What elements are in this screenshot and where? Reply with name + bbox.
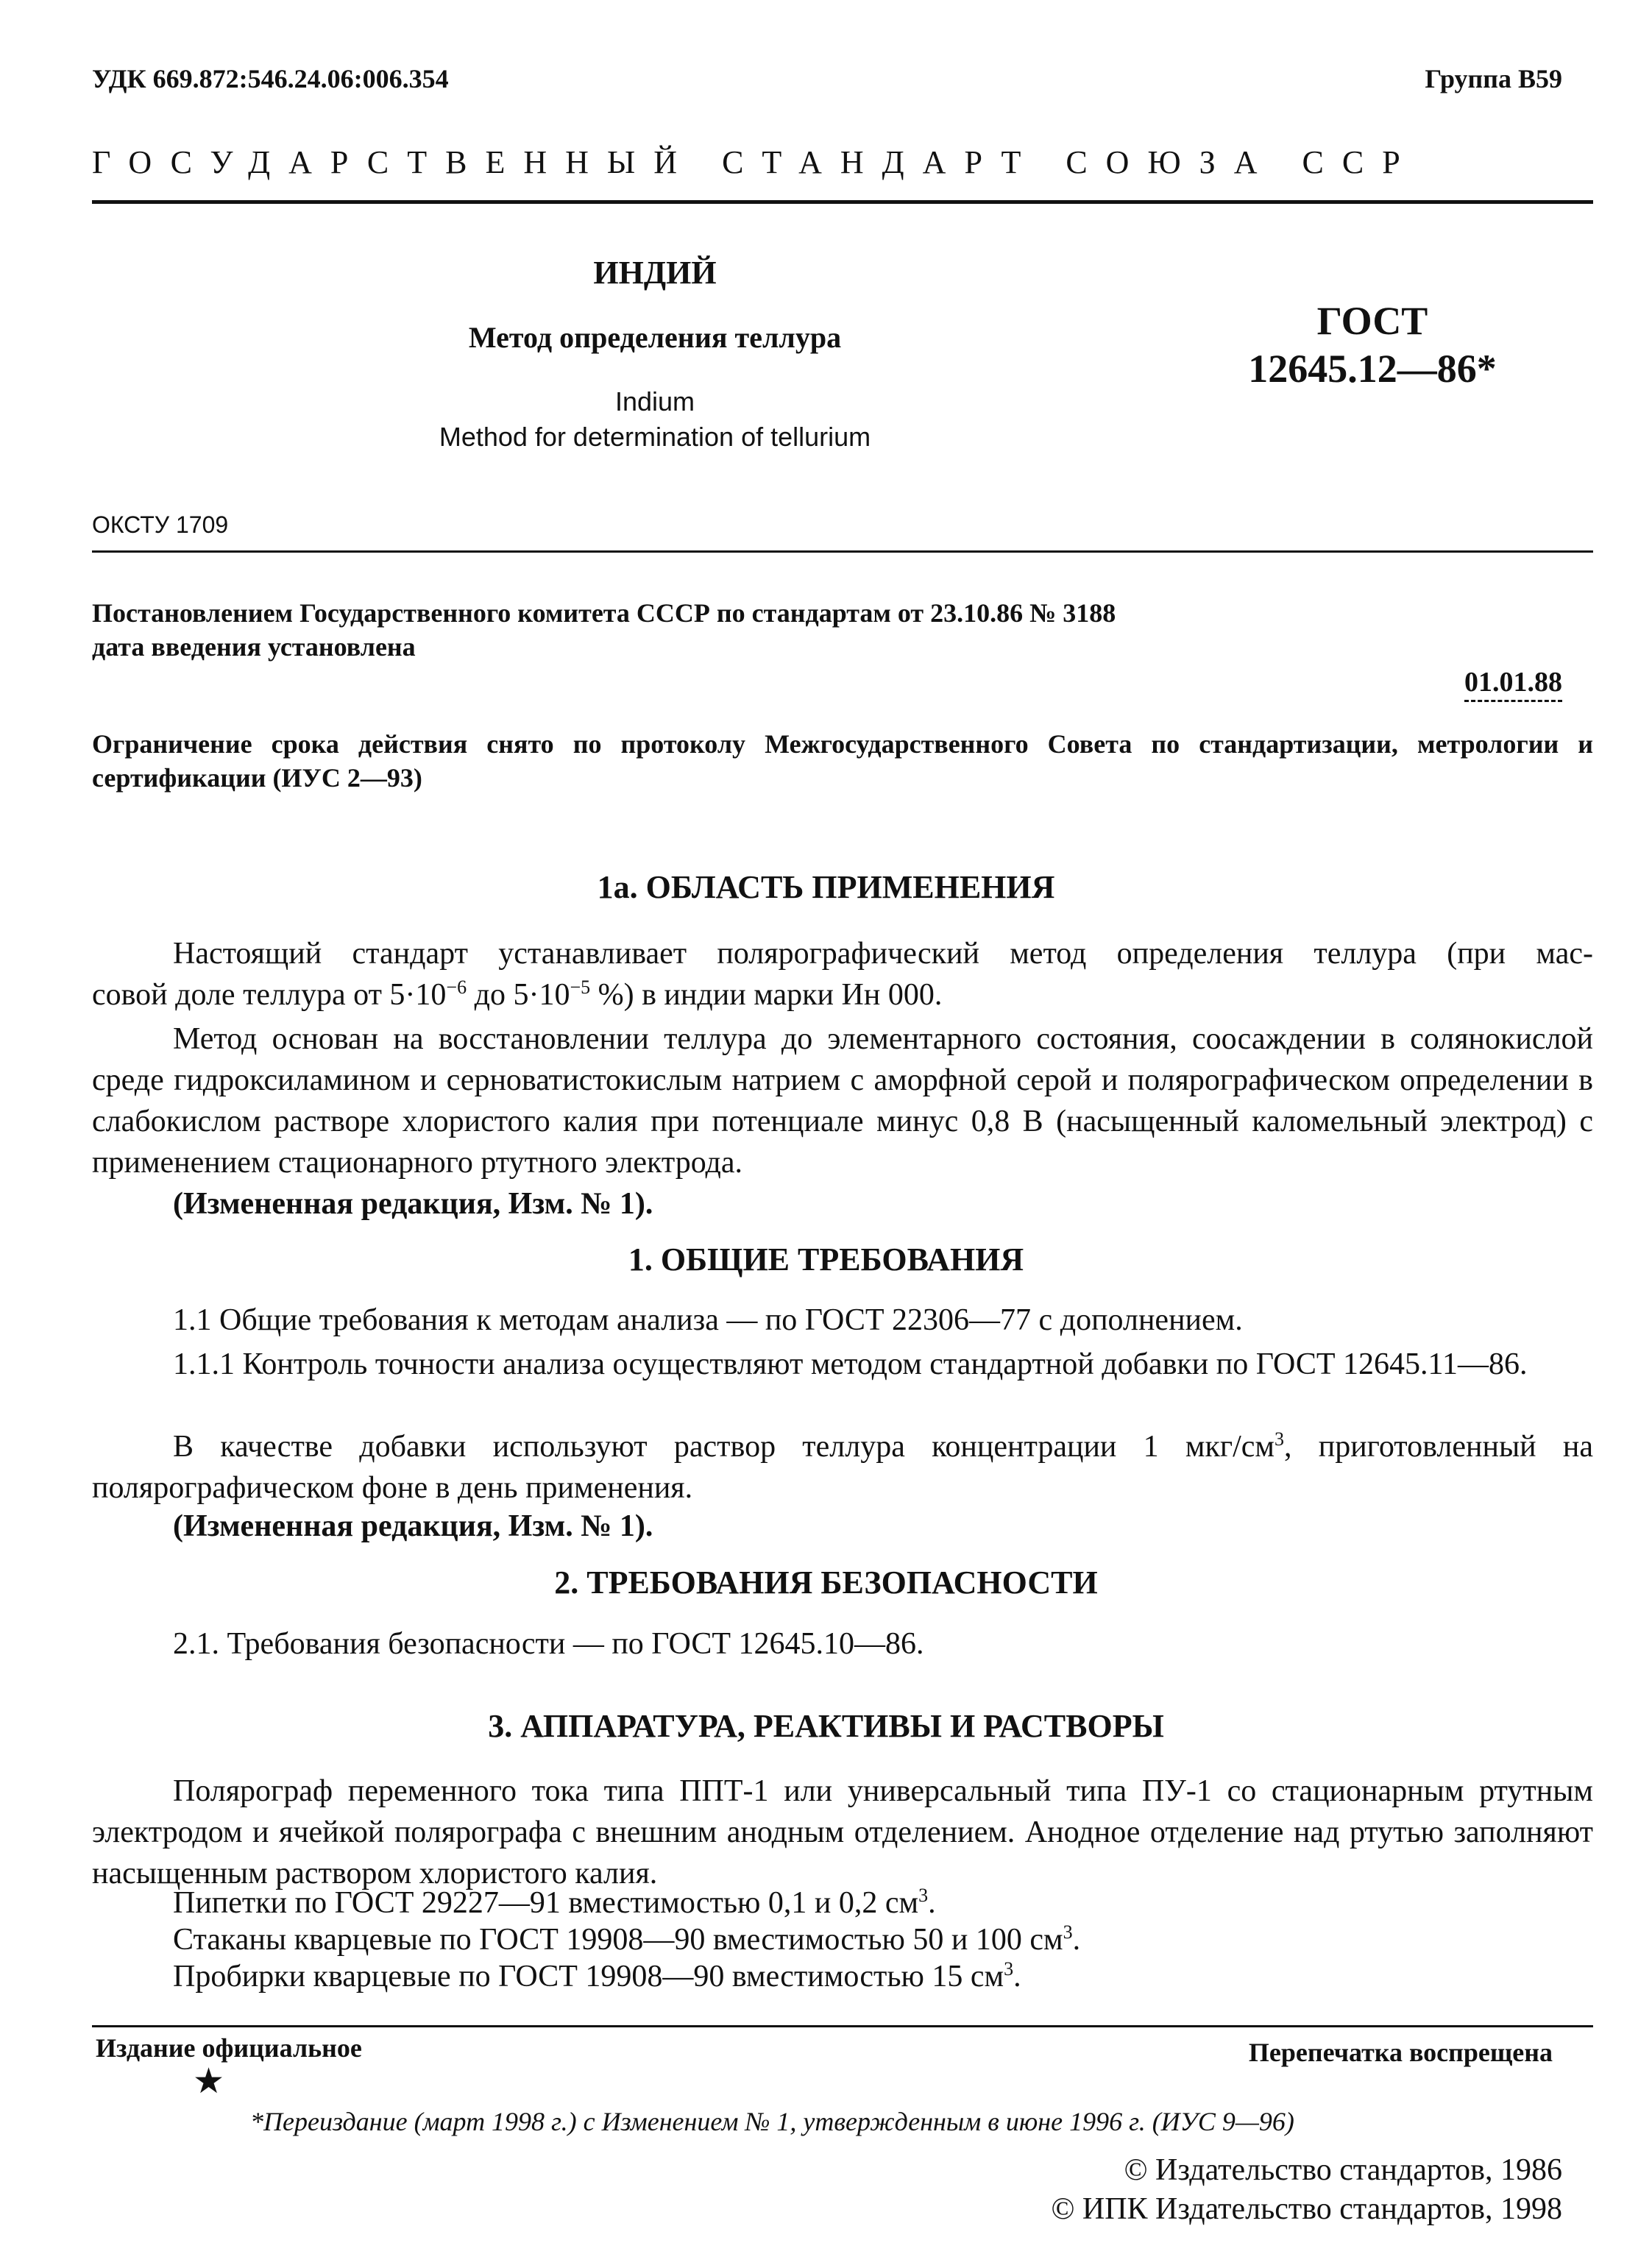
official-edition: Издание официальное <box>96 2033 362 2063</box>
footer-rule <box>92 2025 1593 2027</box>
gost-number: 12645.12—86* <box>1248 347 1497 391</box>
document-title: ИНДИЙ <box>593 255 717 291</box>
state-standard-banner: ГОСУДАРСТВЕННЫЙ СТАНДАРТ СОЮЗА ССР <box>92 144 1419 180</box>
reprint-prohibited: Перепечатка воспрещена <box>1248 2038 1553 2067</box>
document-subtitle: Метод определения теллура <box>468 321 842 354</box>
decree-line-2: дата введения установлена <box>92 632 416 662</box>
section-1-amendment: (Измененная редакция, Изм. № 1). <box>173 1509 653 1543</box>
star-icon: ★ <box>193 2062 225 2101</box>
section-2-para-1: 2.1. Требования безопасности — по ГОСТ 12645.10—86. <box>173 1627 924 1661</box>
section-3-pipettes: Пипетки по ГОСТ 29227—91 вместимостью 0,1 и 0,2 $см^3$. <box>173 1885 936 1920</box>
restriction-line-2: сертификации (ИУС 2—93) <box>92 763 422 793</box>
introduction-date: 01.01.88 <box>1464 666 1562 702</box>
section-1-para-1: 1.1 Общие требования к методам анализа — по ГОСТ 22306—77 с дополнением. <box>173 1303 1243 1337</box>
section-3-para-1: Полярограф переменного тока типа ППТ-1 или универсальный типа ПУ-1 со стационарным ртутным электродом и ячейкой полярографа с внешним анодным отделением. Анодное отделение над ртутью заполняют насыщенным раствором хлористого калия. <box>92 1774 1593 1890</box>
section-3-beakers: Стаканы кварцевые по ГОСТ 19908—90 вместимостью 50 и 100 $см^3$. <box>173 1921 1081 1957</box>
okstu-rule <box>92 550 1593 553</box>
section-1a-amendment: (Измененная редакция, Изм. № 1). <box>173 1187 653 1221</box>
section-3-test-tubes: Пробирки кварцевые по ГОСТ 19908—90 вместимостью 15 $см^3$. <box>173 1958 1021 1994</box>
gost-label: ГОСТ <box>1316 299 1428 343</box>
udk-code: УДК 669.872:546.24.06:006.354 <box>92 64 449 93</box>
section-1a-para-1-line-2: совой доле теллура от $5\cdot 10^{-6}$ до $5\cdot 10^{-5}$ %) в индии марки Ин 000. <box>92 977 943 1012</box>
reissue-note: *Переиздание (март 1998 г.) с Изменением № 1, утвержденным в июне 1996 г. (ИУС 9—96) <box>250 2107 1294 2136</box>
copyright-1986: © Издательство стандартов, 1986 <box>1124 2153 1562 2187</box>
english-subtitle: Method for determination of tellurium <box>439 422 871 452</box>
section-1-para-2: 1.1.1 Контроль точности анализа осуществляют методом стандартной добавки по ГОСТ 12645.11—86. <box>173 1347 1528 1381</box>
section-1a-heading: 1а. ОБЛАСТЬ ПРИМЕНЕНИЯ <box>597 869 1055 905</box>
section-2-heading: 2. ТРЕБОВАНИЯ БЕЗОПАСНОСТИ <box>554 1564 1098 1601</box>
section-1a-para-2: Метод основан на восстановлении теллура до элементарного состояния, соосаждении в солянокислой среде гидроксиламином и серноватистокислым натрием с аморфной серой и полярографическом определении в слабокислом растворе хлористого калия при потенциале минус 0,8 В (насыщенный каломельный электрод) с применением стационарного ртутного электрода. <box>92 1022 1593 1180</box>
group-code: Группа В59 <box>1425 64 1562 93</box>
okstu-code: ОКСТУ 1709 <box>92 511 229 538</box>
copyright-1998: © ИПК Издательство стандартов, 1998 <box>1051 2192 1562 2226</box>
section-1a-para-1-line-1: Настоящий стандарт устанавливает полярографический метод определения теллура (при мас- <box>173 937 1593 971</box>
section-1-para-3: В качестве добавки используют раствор теллура концентрации 1 мкг/$см^3$, приготовленный на полярографическом фоне в день применения. <box>92 1428 1593 1505</box>
decree-line-1: Постановлением Государственного комитета СССР по стандартам от 23.10.86 № 3188 <box>92 598 1116 628</box>
header-rule <box>92 200 1593 204</box>
section-3-heading: 3. АППАРАТУРА, РЕАКТИВЫ И РАСТВОРЫ <box>488 1708 1164 1744</box>
english-title: Indium <box>614 386 695 417</box>
restriction-line-1: Ограничение срока действия снято по протоколу Межгосударственного Совета по стандартизации, метрологии и <box>92 729 1593 759</box>
section-1-heading: 1. ОБЩИЕ ТРЕБОВАНИЯ <box>628 1241 1024 1277</box>
